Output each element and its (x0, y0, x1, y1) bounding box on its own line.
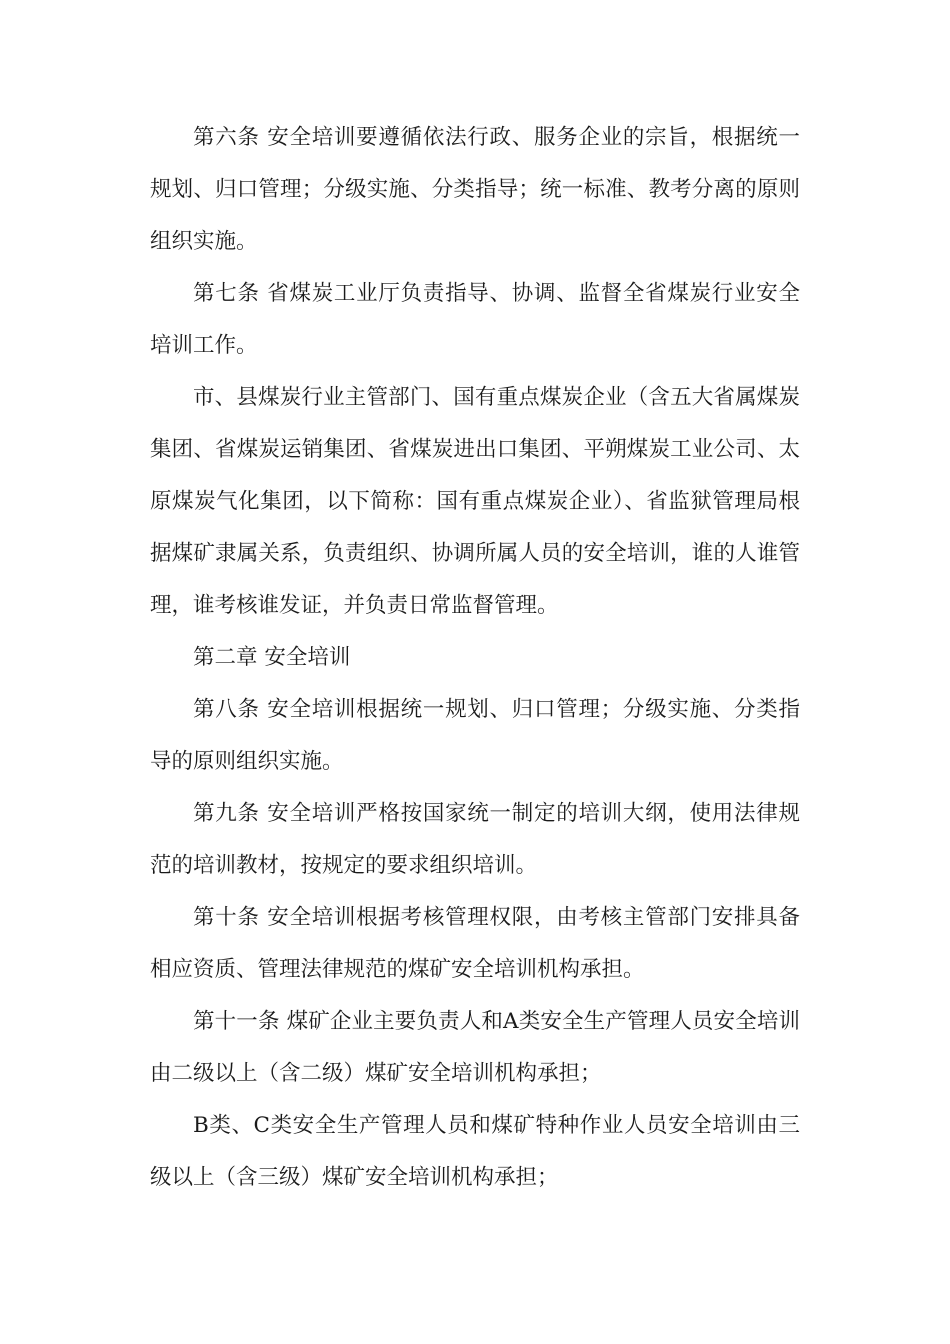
article-10-paragraph: 第十条 安全培训根据考核管理权限，由考核主管部门安排具备相应资质、管理法律规范的煤矿安全培训机构承担。 (150, 905, 800, 982)
article-11-paragraph: 第十一条 煤矿企业主要负责人和A类安全生产管理人员安全培训由二级以上（含二级）煤矿安全培训机构承担； (150, 1009, 800, 1086)
article-8-paragraph: 第八条 安全培训根据统一规划、归口管理；分级实施、分类指导的原则组织实施。 (150, 697, 800, 774)
article-6-paragraph: 第六条 安全培训要遵循依法行政、服务企业的宗旨，根据统一规划、归口管理；分级实施、分类指导；统一标准、教考分离的原则组织实施。 (150, 125, 800, 254)
article-7-paragraph: 第七条 省煤炭工业厅负责指导、协调、监督全省煤炭行业安全培训工作。 (150, 281, 800, 358)
chapter-2-heading: 第二章 安全培训 (193, 645, 351, 670)
article-9-paragraph: 第九条 安全培训严格按国家统一制定的培训大纲，使用法律规范的培训教材，按规定的要求组织培训。 (150, 801, 800, 878)
responsibility-paragraph: 市、县煤炭行业主管部门、国有重点煤炭企业（含五大省属煤炭集团、省煤炭运销集团、省煤炭进出口集团、平朔煤炭工业公司、太原煤炭气化集团，以下简称：国有重点煤炭企业）、省监狱管理局根据煤矿隶属关系，负责组织、协调所属人员的安全培训，谁的人谁管理，谁考核谁发证，并负责日常监督管理。 (150, 385, 800, 618)
bc-category-paragraph: B类、C类安全生产管理人员和煤矿特种作业人员安全培训由三级以上（含三级）煤矿安全培训机构承担； (150, 1113, 800, 1190)
document-body (150, 112, 800, 1204)
